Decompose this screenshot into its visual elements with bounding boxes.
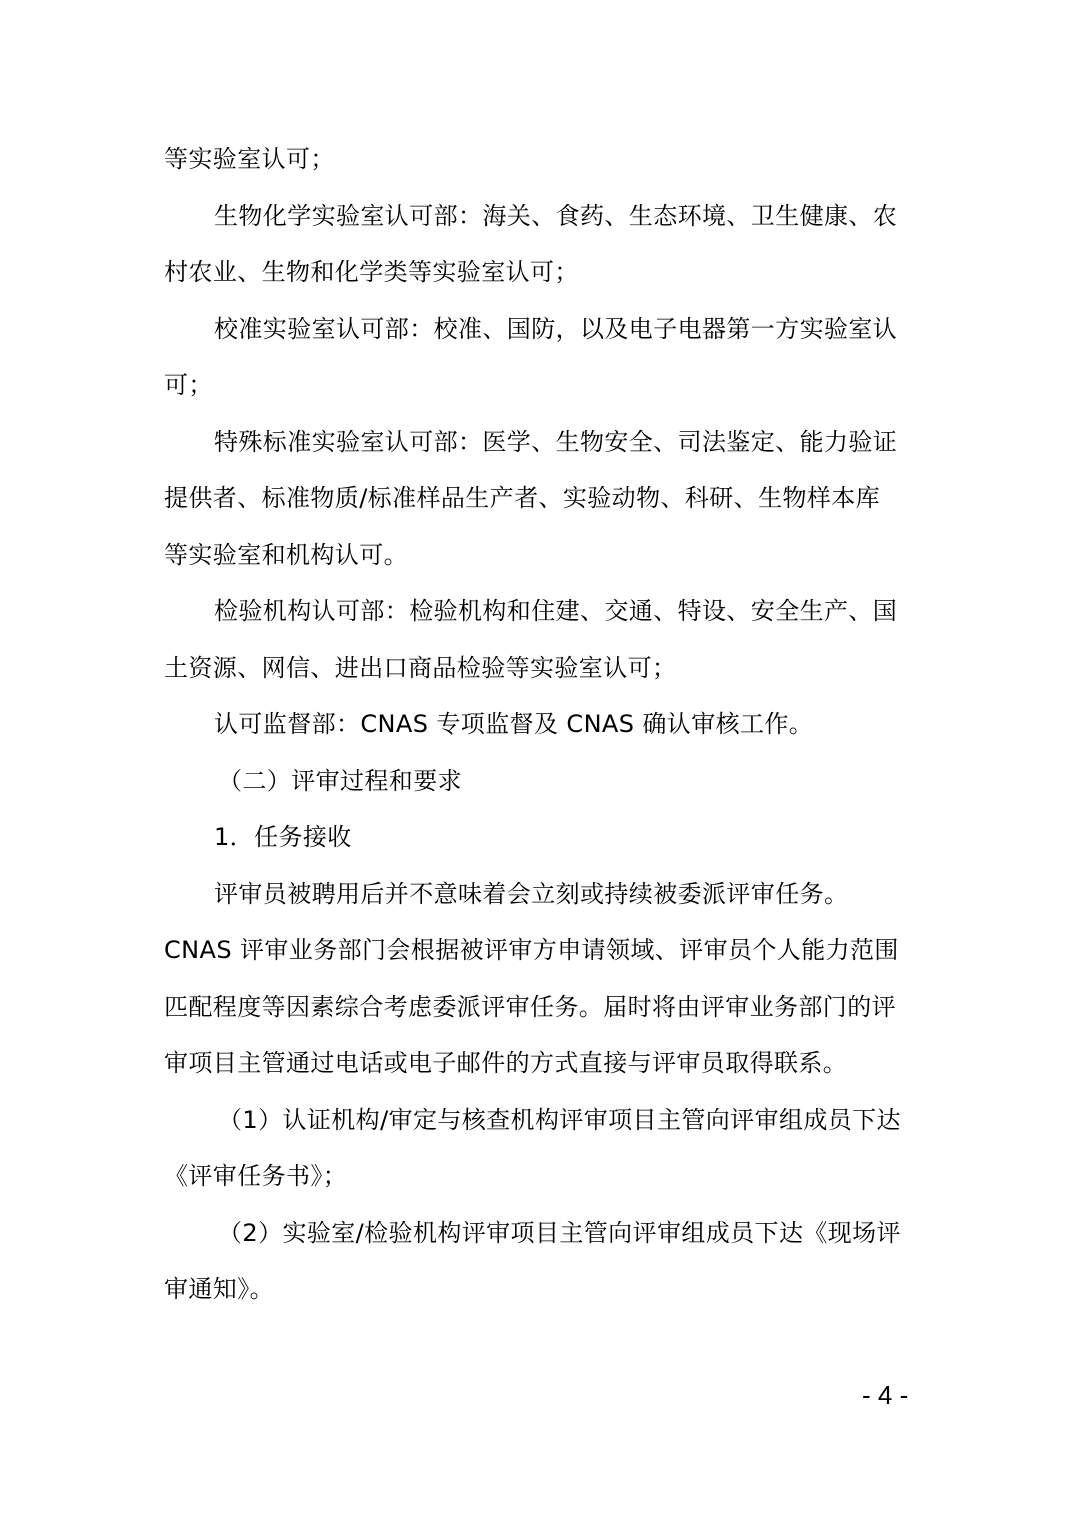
text-line: 提供者、标准物质/标准样品生产者、实验动物、科研、生物样本库 — [164, 484, 881, 512]
text-line: 等实验室认可； — [164, 145, 335, 173]
text-line: 村农业、生物和化学类等实验室认可； — [164, 258, 579, 286]
text-line: 生物化学实验室认可部：海关、食药、生态环境、卫生健康、农 — [214, 202, 898, 230]
text-line: 特殊标准实验室认可部：医学、生物安全、司法鉴定、能力验证 — [214, 428, 898, 456]
text-line: 认可监督部：CNAS 专项监督及 CNAS 确认审核工作。 — [214, 710, 814, 738]
text-line: 审通知》。 — [164, 1275, 274, 1303]
text-line: CNAS 评审业务部门会根据被评审方申请领域、评审员个人能力范围 — [164, 936, 899, 964]
text-line: 土资源、网信、进出口商品检验等实验室认可； — [164, 654, 677, 682]
text-line: 《评审任务书》； — [164, 1162, 348, 1190]
text-line: 可； — [164, 371, 213, 399]
text-line: 校准实验室认可部：校准、国防，以及电子电器第一方实验室认 — [214, 315, 898, 343]
text-line: （1）认证机构/审定与核查机构评审项目主管向评审组成员下达 — [218, 1106, 901, 1134]
text-line: （2）实验室/检验机构评审项目主管向评审组成员下达《现场评 — [218, 1219, 901, 1247]
subsection-heading: 1．任务接收 — [214, 823, 352, 851]
text-line: 审项目主管通过电话或电子邮件的方式直接与评审员取得联系。 — [164, 1049, 848, 1077]
text-line: 检验机构认可部：检验机构和住建、交通、特设、安全生产、国 — [214, 597, 898, 625]
page-number: - 4 - — [862, 1380, 909, 1410]
text-line: 等实验室和机构认可。 — [164, 541, 408, 569]
text-line: 匹配程度等因素综合考虑委派评审任务。届时将由评审业务部门的评 — [164, 993, 896, 1021]
section-heading: （二）评审过程和要求 — [218, 767, 462, 795]
text-line: 评审员被聘用后并不意味着会立刻或持续被委派评审任务。 — [214, 880, 849, 908]
